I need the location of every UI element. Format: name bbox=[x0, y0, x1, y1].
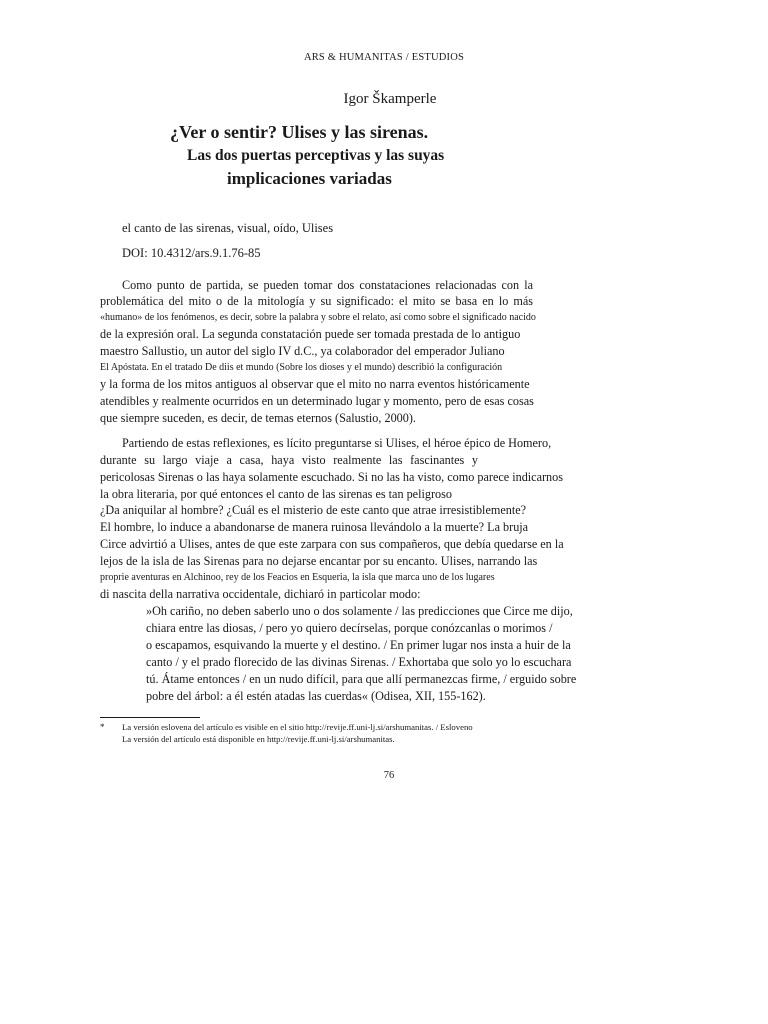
paragraph-line: lejos de la isla de las Sirenas para no dejarse encantar por su encanto. Ulises, narrando las bbox=[100, 554, 538, 568]
paragraph-line: «humano» de los fenómenos, es decir, sobre la palabra y sobre el relato, así como sobre el significado nacido bbox=[100, 312, 536, 323]
paragraph-line: maestro Sallustio, un autor del siglo IV d.C., ya colaborador del emperador Juliano bbox=[100, 344, 505, 358]
article-subtitle-line-1: Las dos puertas perceptivas y las suyas bbox=[187, 147, 445, 164]
paragraph-line: ¿Da aniquilar al hombre? ¿Cuál es el misterio de este canto que atrae irresistiblemente? bbox=[100, 503, 527, 517]
quote-line: tú. Átame entonces / en un nudo difícil, para que allí permanezcas firme, / erguido sobre bbox=[146, 672, 577, 686]
paragraph-line: atendibles y realmente ocurridos en un determinado lugar y momento, pero de esas cosas bbox=[100, 394, 534, 408]
paragraph-line: pericolosas Sirenas o las haya solamente escuchado. Si no las ha visto, como parece indicarnos bbox=[100, 470, 563, 484]
paragraph-line: El Apóstata. En el tratado De diis et mundo (Sobre los dioses y el mundo) describió la configuración bbox=[100, 362, 503, 373]
footnote-line: La versión del artículo está disponible en http://revije.ff.uni-lj.si/arshumanitas. bbox=[122, 734, 395, 744]
paragraph-line: la obra literaria, por qué entonces el canto de las sirenas es tan peligroso bbox=[100, 487, 452, 501]
quote-line: canto / y el prado florecido de las divinas Sirenas. / Exhortaba que solo yo lo escuchara bbox=[146, 655, 572, 669]
paragraph-line: Partiendo de estas reflexiones, es lícito preguntarse si Ulises, el héroe épico de Homero, bbox=[122, 436, 552, 450]
paragraph-line: problemática del mito o de la mitología y su significado: el mito se basa en lo más bbox=[100, 294, 533, 308]
paragraph-line: que siempre suceden, es decir, de temas eternos (Salustio, 2000). bbox=[100, 411, 416, 425]
quote-line: chiara entre las diosas, / pero yo quiero decírselas, porque conózcanlas o morimos / bbox=[146, 621, 553, 635]
doi: DOI: 10.4312/ars.9.1.76-85 bbox=[122, 246, 261, 260]
journal-header: ARS & HUMANITAS / ESTUDIOS bbox=[303, 52, 465, 63]
paragraph-line: de la expresión oral. La segunda constatación puede ser tomada prestada de lo antiguo bbox=[100, 327, 521, 341]
quote-line: »Oh cariño, no deben saberlo uno o dos solamente / las predicciones que Circe me dijo, bbox=[146, 604, 573, 618]
paragraph-line: di nascita della narrativa occidentale, dichiaró in particolar modo: bbox=[100, 587, 421, 601]
paragraph-line: Circe advirtió a Ulises, antes de que este zarpara con sus compañeros, que debía quedarse en la bbox=[100, 537, 564, 551]
footnote-line: La versión eslovena del artículo es visible en el sitio http://revije.ff.uni-lj.si/arshumanitas. / Esloveno bbox=[122, 722, 473, 732]
author-name: Igor Škamperle bbox=[343, 91, 437, 107]
article-title: ¿Ver o sentir? Ulises y las sirenas. bbox=[170, 122, 429, 142]
paragraph-line: proprie aventuras en Alchinoo, rey de los Feacios en Esqueria, la isla que marca uno de los lugares bbox=[100, 572, 495, 583]
footnote-mark: * bbox=[100, 722, 105, 732]
keywords: el canto de las sirenas, visual, oído, Ulises bbox=[122, 221, 334, 235]
quote-line: pobre del árbol: a él estén atadas las cuerdas« (Odisea, XII, 155-162). bbox=[146, 689, 486, 703]
page-number: 76 bbox=[383, 770, 395, 781]
article-subtitle-line-2: implicaciones variadas bbox=[227, 169, 392, 188]
quote-line: o escapamos, esquivando la muerte y el destino. / En primer lugar nos insta a huir de la bbox=[146, 638, 571, 652]
paragraph-line: El hombre, lo induce a abandonarse de manera ruinosa llevándolo a la muerte? La bruja bbox=[100, 520, 529, 534]
paragraph-line: durante su largo viaje a casa, haya visto realmente las fascinantes y bbox=[100, 453, 478, 467]
paragraph-line: Como punto de partida, se pueden tomar dos constataciones relacionadas con la bbox=[122, 278, 533, 292]
footnote-divider bbox=[100, 717, 200, 718]
paragraph-line: y la forma de los mitos antiguos al observar que el mito no narra eventos históricamente bbox=[100, 377, 530, 391]
